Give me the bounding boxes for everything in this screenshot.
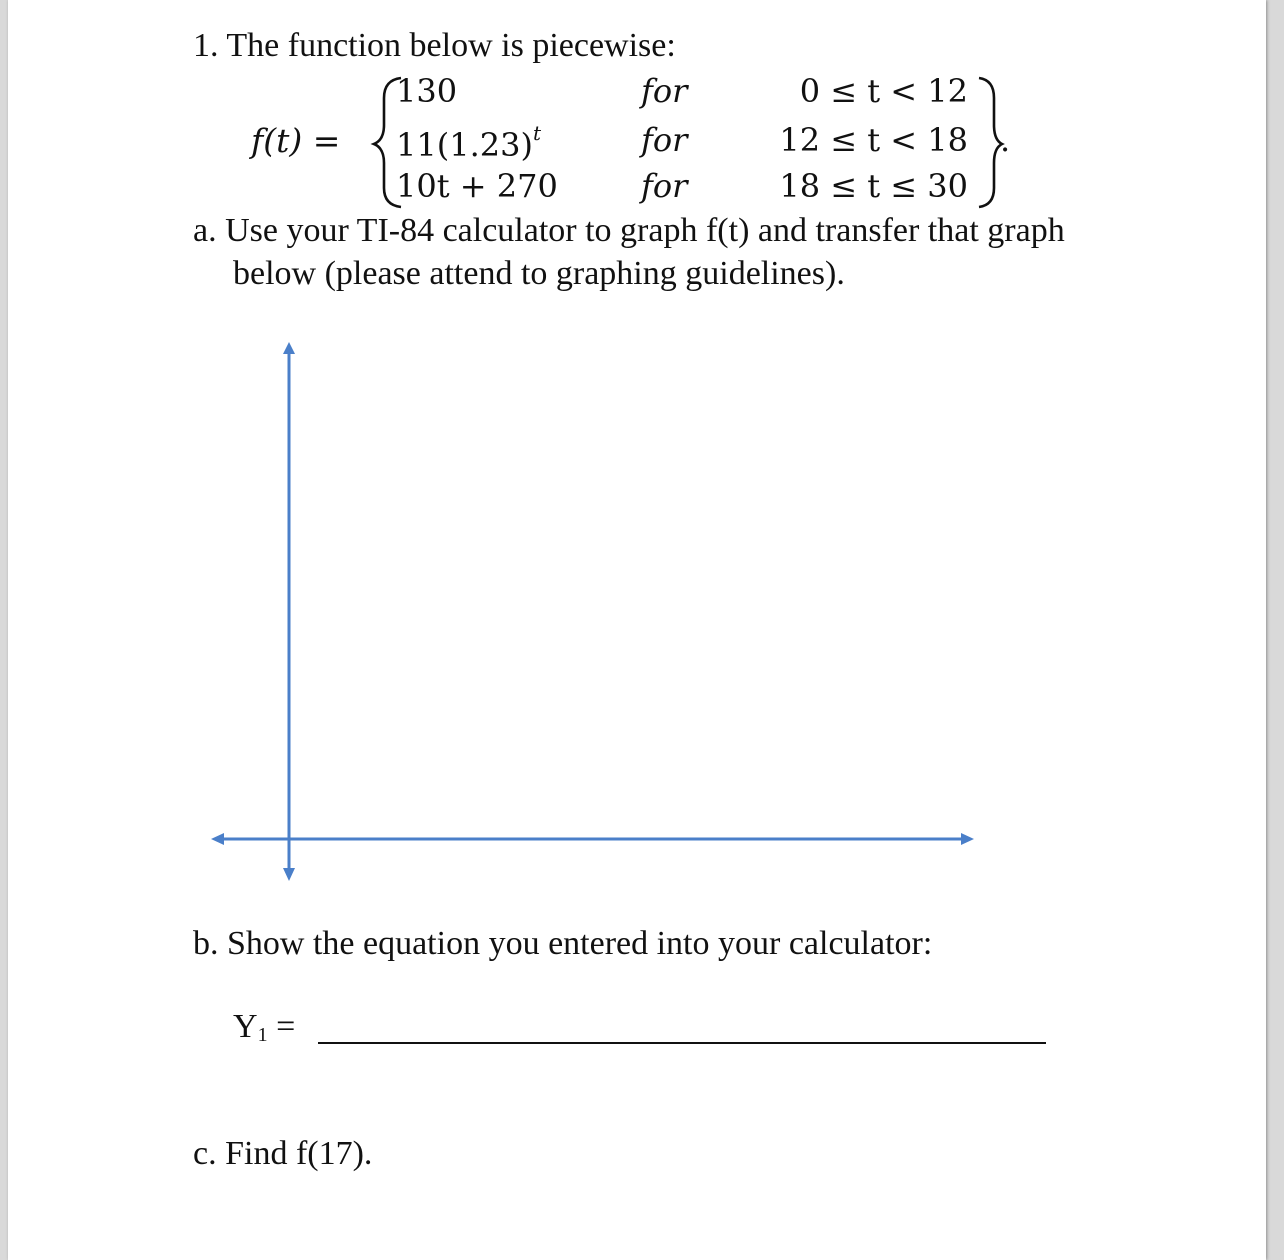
y1-answer-line[interactable] [318,1042,1046,1044]
worksheet-page [8,0,1266,1260]
axes-group [211,342,974,881]
question-1-intro: 1. The function below is piecewise: [193,27,676,64]
part-a-line-1: a. Use your TI-84 calculator to graph f(t) and transfer that graph [193,212,1065,249]
piece-3-expr: 10t + 270 [396,167,558,205]
piece-2-condition: 12 ≤ t < 18 [779,121,968,159]
part-b-prompt: b. Show the equation you entered into your calculator: [193,925,933,962]
part-c-prompt: c. Find f(17). [193,1135,373,1172]
piece-2-exponent: t [532,121,541,145]
piece-1-expr: 130 [396,72,458,110]
y-axis-arrow-down [283,868,295,881]
piece-3-condition: 18 ≤ t ≤ 30 [779,167,968,205]
graph-axes[interactable] [8,0,1266,1260]
y-axis-arrow-up [283,342,295,354]
piece-1-condition: 0 ≤ t < 12 [799,72,968,110]
piece-2-for: for [641,121,688,159]
function-period: . [1000,121,1011,159]
piece-2-expr: $11(1.23)^t$ [396,121,541,164]
x-axis-arrow-left [211,833,224,845]
piece-3-for: for [641,167,688,205]
y1-label: Y1 = [233,1008,296,1046]
y1-subscript: 1 [257,1024,268,1046]
part-a-line-2: below (please attend to graphing guidelines). [233,255,845,292]
x-axis-arrow-right [961,833,974,845]
piece-1-for: for [641,72,688,110]
function-lhs: f(t) = [251,121,341,160]
